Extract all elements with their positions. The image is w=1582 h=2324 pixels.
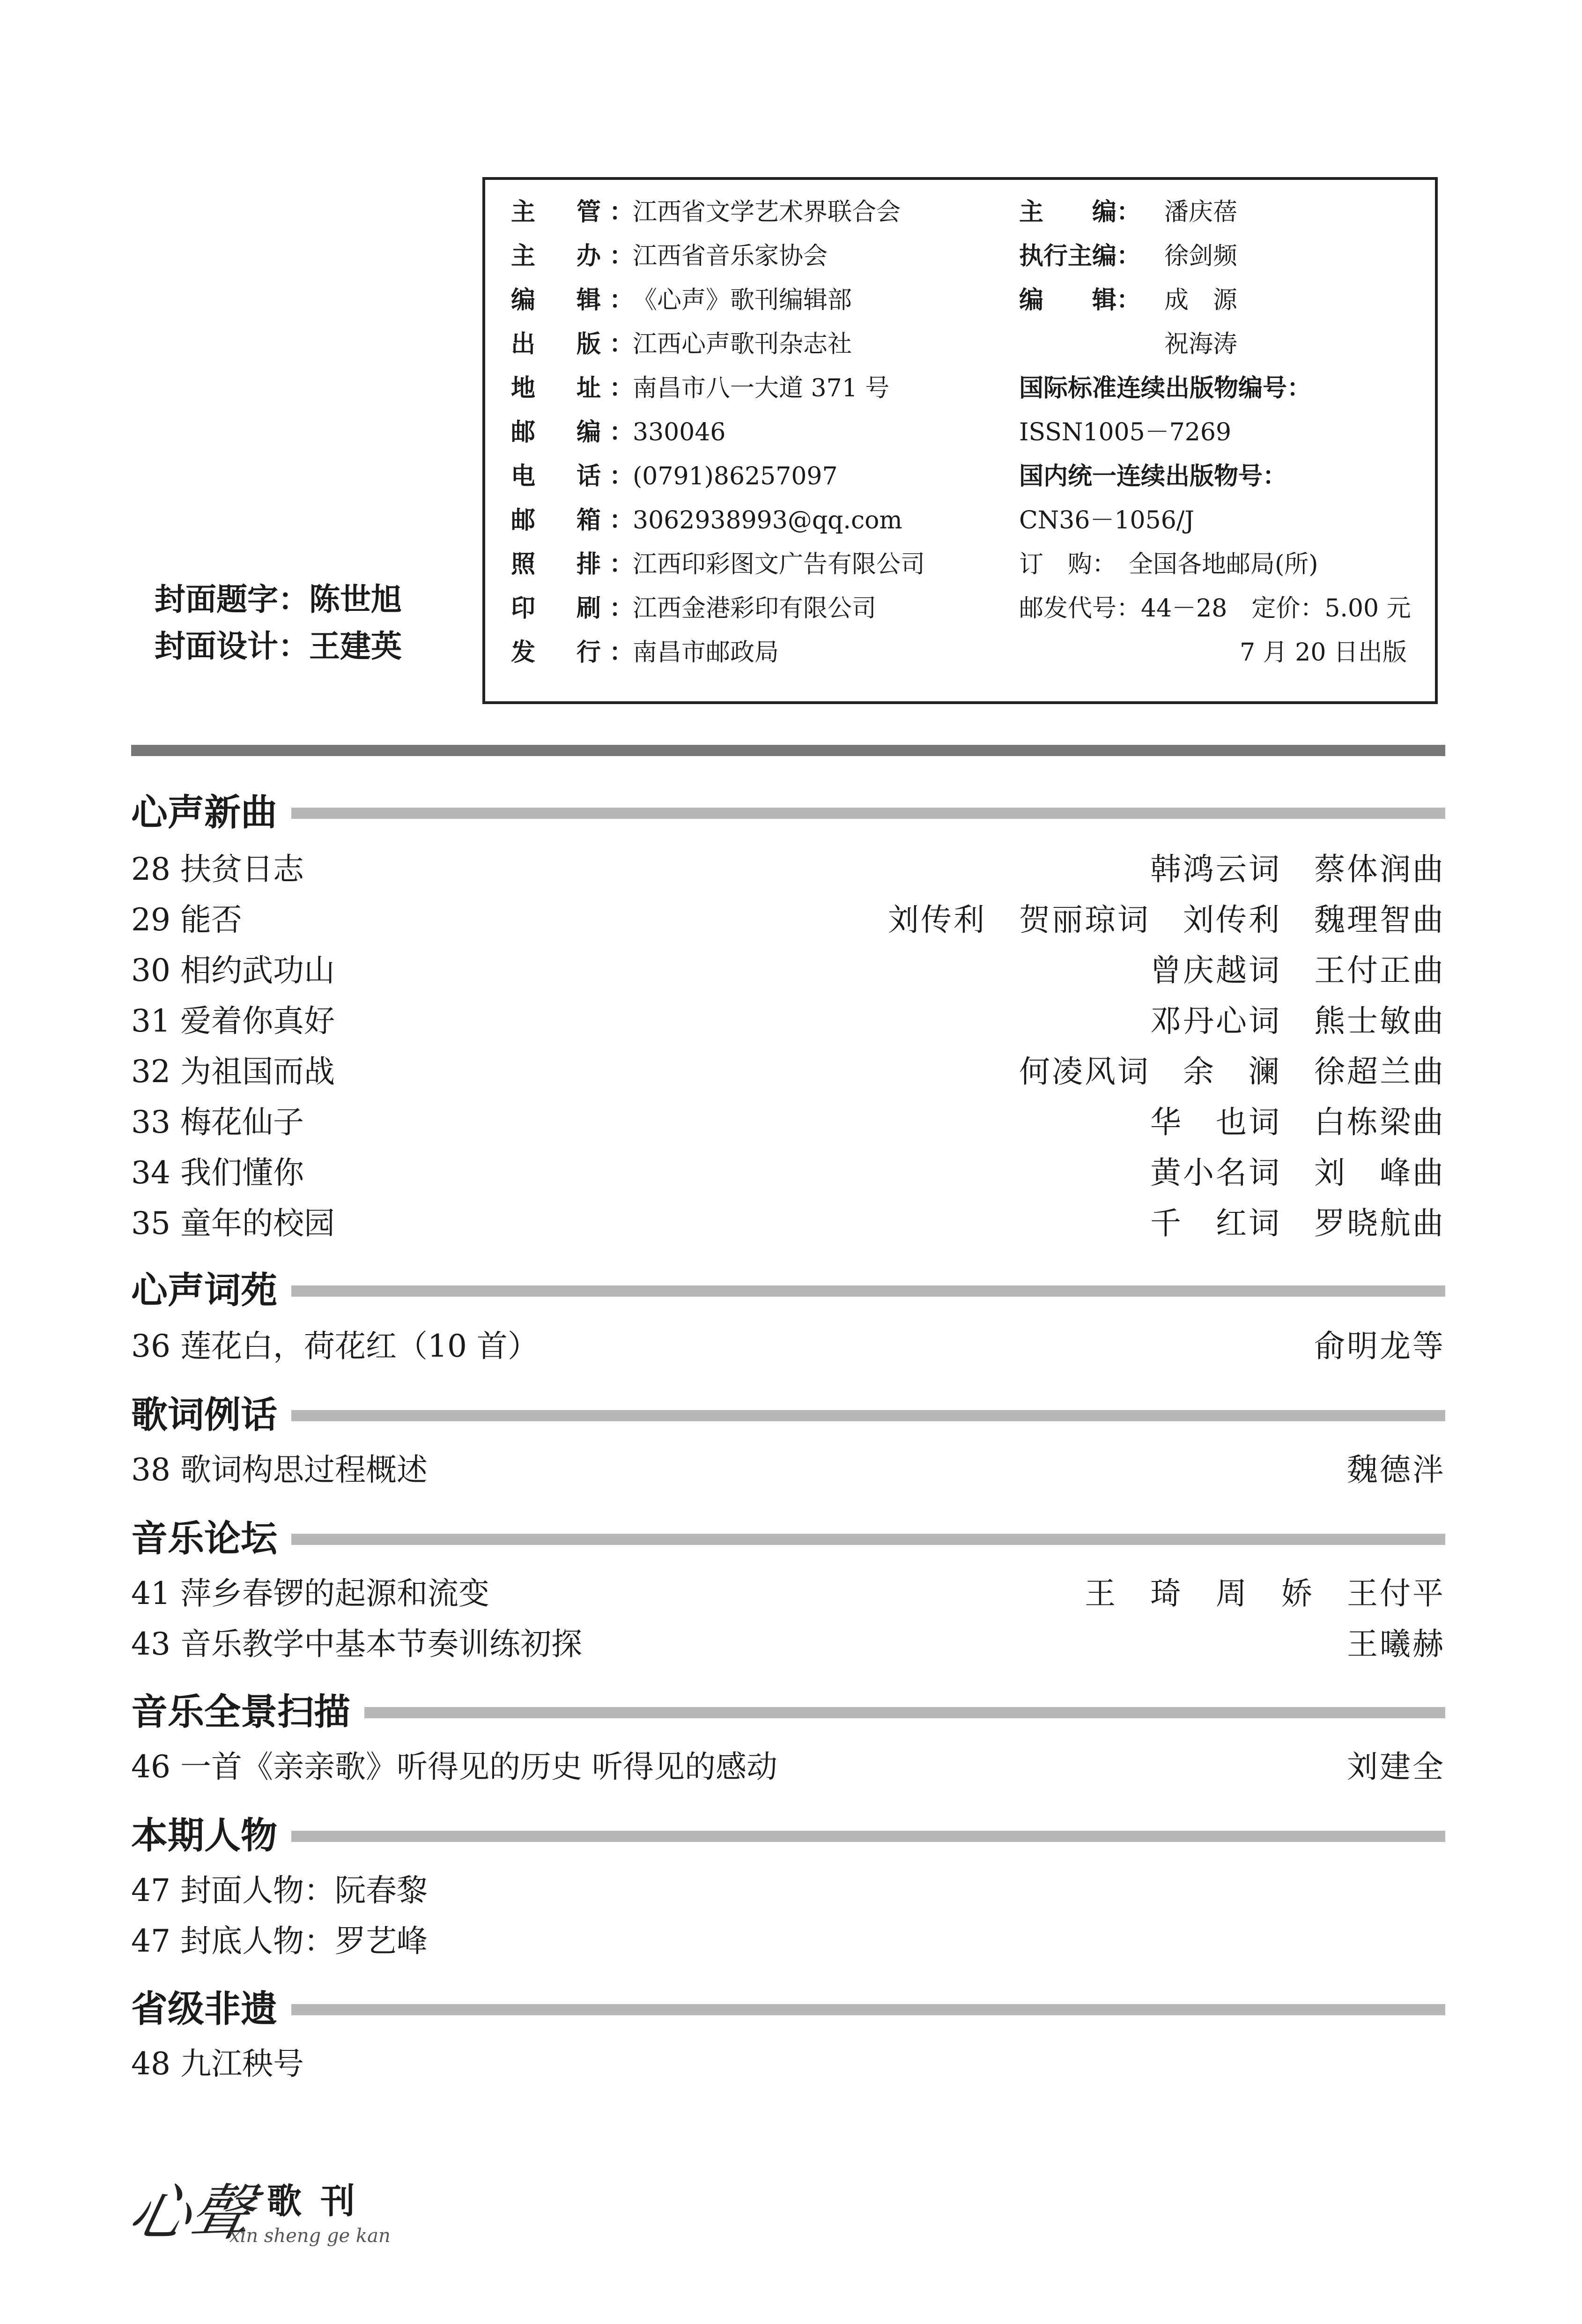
masthead-row <box>485 498 1435 542</box>
toc-entry-author: 刘建全 <box>1347 1749 1445 1785</box>
toc-entry-author: 俞明龙等 <box>1314 1328 1445 1364</box>
section-rule <box>131 1831 1445 1842</box>
toc-entry-title: 41 萍乡春锣的起源和流变 <box>131 1575 489 1611</box>
toc-entry-title: 33 梅花仙子 <box>131 1104 304 1140</box>
toc-entry-author: 华 也词 白栋梁曲 <box>1150 1104 1445 1140</box>
section-rule <box>131 1285 1445 1297</box>
section-header <box>131 1686 1445 1738</box>
section-rule <box>131 2004 1445 2015</box>
order-info: 订 购： 全国各地邮局(所) <box>1019 550 1318 579</box>
publication-date: 7 月 20 日出版 <box>1240 639 1407 667</box>
toc-entry[interactable] <box>131 844 1445 895</box>
section-title: 音乐论坛 <box>131 1513 291 1565</box>
toc-entry-title: 38 歌词构思过程概述 <box>131 1452 428 1488</box>
issn-label: 国际标准连续出版物编号： <box>1019 374 1312 402</box>
toc-entry[interactable] <box>131 1916 1445 1967</box>
masthead-value: 江西金港彩印有限公司 <box>633 594 877 623</box>
toc-entry[interactable] <box>131 895 1445 945</box>
section-header <box>131 1513 1445 1565</box>
masthead-label: 主 办： <box>511 242 643 270</box>
toc-entry[interactable] <box>131 1097 1445 1148</box>
masthead-row <box>485 410 1435 454</box>
masthead-value: 江西省文学艺术界联合会 <box>633 198 901 226</box>
masthead-value: 江西省音乐家协会 <box>633 242 828 270</box>
section-title: 心声新曲 <box>131 787 291 839</box>
exec-editor-label: 执行主编： <box>1019 242 1141 270</box>
toc-entry-title: 32 为祖国而战 <box>131 1054 335 1090</box>
toc-entry[interactable] <box>131 2039 1445 2089</box>
toc-entry[interactable] <box>131 1321 1445 1372</box>
toc-entry-title: 48 九江秧号 <box>131 2046 304 2082</box>
toc-entry-title: 31 爱着你真好 <box>131 1003 335 1039</box>
section-title: 省级非遗 <box>131 1983 291 2035</box>
masthead-label: 照 排： <box>511 550 643 579</box>
toc-entry-title: 29 能否 <box>131 902 242 938</box>
chief-editor: 潘庆蓓 <box>1164 198 1238 226</box>
toc-entry-author: 魏德泮 <box>1347 1452 1445 1488</box>
section-title: 本期人物 <box>131 1810 291 1862</box>
masthead-label: 发 行： <box>511 639 643 667</box>
exec-editor: 徐剑频 <box>1164 242 1238 270</box>
toc-entry-title: 36 莲花白，荷花红（10 首） <box>131 1328 539 1364</box>
toc-entry-author: 韩鸿云词 蔡体润曲 <box>1150 851 1445 887</box>
toc-entry-author: 黄小名词 刘 峰曲 <box>1150 1155 1445 1191</box>
masthead-row <box>485 631 1435 675</box>
masthead-box <box>482 177 1438 704</box>
section-header <box>131 1265 1445 1316</box>
toc-entry-author: 邓丹心词 熊士敏曲 <box>1150 1003 1445 1039</box>
masthead-label: 主 管： <box>511 198 643 226</box>
toc-entry[interactable] <box>131 1148 1445 1198</box>
masthead-value: 《心声》歌刊编辑部 <box>633 286 852 314</box>
section-header <box>131 1389 1445 1441</box>
toc-entry-title: 47 封底人物：罗艺峰 <box>131 1923 428 1959</box>
editor-2: 祝海涛 <box>1164 330 1238 358</box>
masthead-row <box>485 190 1435 234</box>
toc-entry[interactable] <box>131 1865 1445 1916</box>
section-title: 歌词例话 <box>131 1389 291 1441</box>
toc-entry-title: 28 扶贫日志 <box>131 851 304 887</box>
editor-1: 成 源 <box>1164 286 1238 314</box>
toc-entry[interactable] <box>131 1047 1445 1097</box>
toc-entry-title: 47 封面人物：阮春黎 <box>131 1872 428 1908</box>
section-title: 心声词苑 <box>131 1265 291 1316</box>
masthead-value: 南昌市八一大道 371 号 <box>633 374 890 402</box>
section-rule <box>131 808 1445 819</box>
toc-entry[interactable] <box>131 945 1445 996</box>
toc-entry-title: 43 音乐教学中基本节奏训练初探 <box>131 1626 582 1662</box>
masthead-row <box>485 322 1435 366</box>
masthead-value: 南昌市邮政局 <box>633 639 779 667</box>
masthead-value: 3062938993@qq.com <box>633 506 902 535</box>
masthead-value: (0791)86257097 <box>633 462 838 490</box>
section-rule <box>131 1410 1445 1421</box>
logo-title: 歌刊 <box>267 2181 374 2221</box>
logo-calligraphy: 心聲 <box>122 2177 259 2249</box>
toc-entry-author: 千 红词 罗晓航曲 <box>1150 1205 1445 1241</box>
masthead-row <box>485 278 1435 322</box>
editors-label: 编 辑： <box>1019 286 1141 314</box>
section-header <box>131 787 1445 839</box>
toc-entry-title: 35 童年的校园 <box>131 1205 335 1241</box>
masthead-label: 出 版： <box>511 330 643 358</box>
toc-entry-title: 34 我们懂你 <box>131 1155 304 1191</box>
masthead-value: 江西印彩图文广告有限公司 <box>633 550 925 579</box>
masthead-label: 邮 编： <box>511 418 643 446</box>
masthead-label: 邮 箱： <box>511 506 643 535</box>
section-header <box>131 1983 1445 2035</box>
masthead-row <box>485 542 1435 587</box>
toc-entry-author: 王曦赫 <box>1347 1626 1445 1662</box>
section-rule <box>131 1534 1445 1545</box>
masthead-row <box>485 587 1435 631</box>
magazine-logo <box>122 2155 468 2249</box>
masthead-row <box>485 234 1435 278</box>
cover-design-credit: 封面设计：王建英 <box>155 628 402 664</box>
section-title: 音乐全景扫描 <box>131 1686 364 1738</box>
toc-entry[interactable] <box>131 1198 1445 1249</box>
toc-entry-author: 刘传利 贺丽琼词 刘传利 魏理智曲 <box>888 902 1445 938</box>
chief-editor-label: 主 编： <box>1019 198 1141 226</box>
section-header <box>131 1810 1445 1862</box>
toc-entry[interactable] <box>131 1445 1445 1495</box>
toc-entry-title: 30 相约武功山 <box>131 952 335 988</box>
masthead-label: 地 址： <box>511 374 643 402</box>
masthead-row <box>485 366 1435 410</box>
masthead-label: 电 话： <box>511 462 643 490</box>
toc-entry[interactable] <box>131 1568 1445 1619</box>
toc-entry-author: 王 琦 周 娇 王付平 <box>1085 1575 1445 1611</box>
toc-entry[interactable] <box>131 996 1445 1047</box>
masthead-value: 330046 <box>633 418 726 446</box>
top-divider <box>131 745 1445 756</box>
toc-entry-title: 46 一首《亲亲歌》听得见的历史 听得见的感动 <box>131 1749 777 1785</box>
cn-number: CN36－1056/J <box>1019 506 1195 535</box>
masthead-label: 印 刷： <box>511 594 643 623</box>
postal-price: 邮发代号：44－28 定价：5.00 元 <box>1019 594 1411 623</box>
masthead-label: 编 辑： <box>511 286 643 314</box>
cover-calligraphy-credit: 封面题字：陈世旭 <box>155 581 402 617</box>
toc-entry[interactable] <box>131 1742 1445 1792</box>
cover-credits <box>155 576 402 670</box>
masthead-row <box>485 454 1435 498</box>
toc-entry-author: 何凌风词 余 澜 徐超兰曲 <box>1019 1054 1445 1090</box>
toc-entry-author: 曾庆越词 王付正曲 <box>1150 952 1445 988</box>
masthead-value: 江西心声歌刊杂志社 <box>633 330 852 358</box>
cn-label: 国内统一连续出版物号： <box>1019 462 1287 490</box>
issn-number: ISSN1005－7269 <box>1019 418 1232 446</box>
toc-entry[interactable] <box>131 1619 1445 1670</box>
logo-pinyin: xin sheng ge kan <box>229 2225 391 2247</box>
